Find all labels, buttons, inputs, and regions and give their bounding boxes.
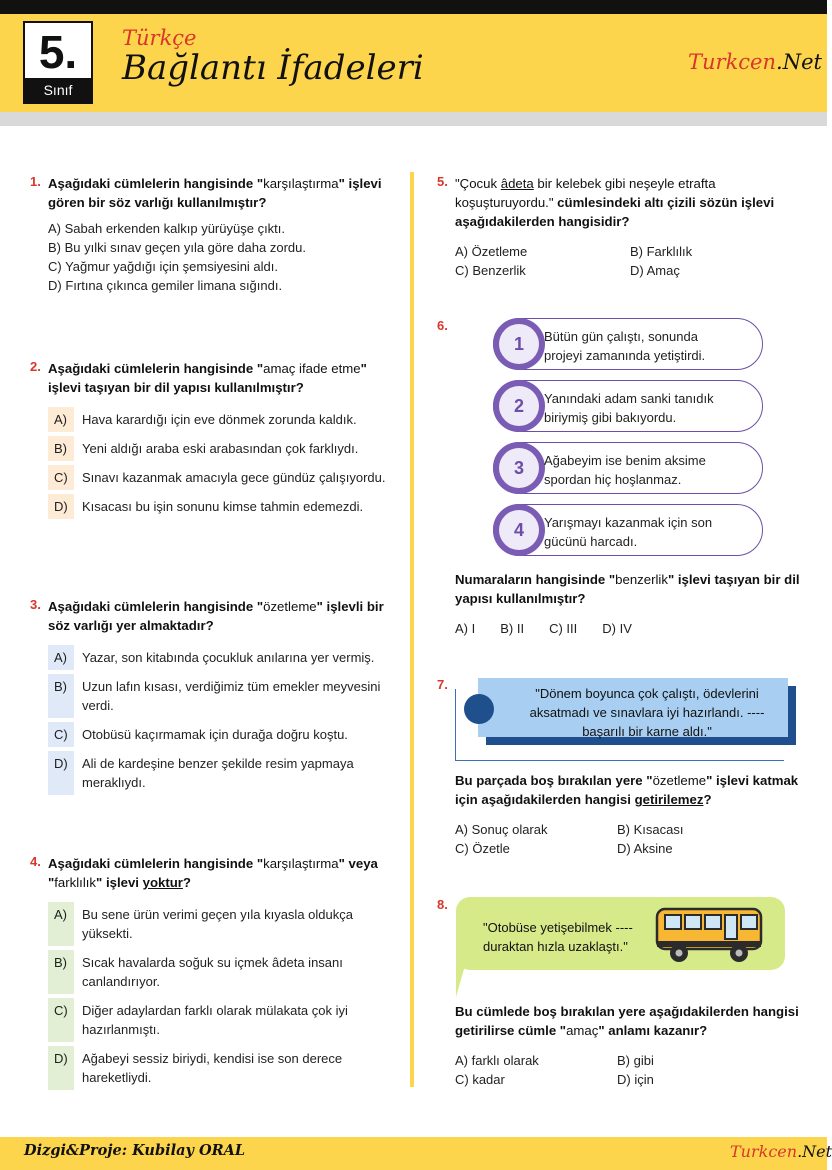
numbered-item-4 [493, 504, 763, 556]
option-c[interactable]: C) III [549, 621, 578, 636]
question-5 [437, 174, 805, 280]
item-text: Yarışmayı kazanmak için son gücünü harcadı. [544, 515, 713, 549]
question-number: 4. [30, 854, 41, 869]
question-7-number: 7. [437, 677, 448, 692]
option-b[interactable]: B) Bu yılki sınav geçen yıla göre daha zordu. [48, 240, 306, 255]
option-d[interactable]: D) için [617, 1072, 654, 1087]
footer-logo [730, 1142, 832, 1161]
school-bus-icon [655, 905, 767, 967]
numbered-item-1 [493, 318, 763, 370]
footer-credit: Dizgi&Proje: Kubilay ORAL [24, 1142, 246, 1159]
option-c[interactable]: C) Özetle [455, 841, 510, 856]
option-c[interactable]: C) Otobüsü kaçırmamak için durağa doğru koştu. [48, 722, 398, 747]
site-logo [688, 50, 822, 74]
option-b[interactable]: B) Farklılık [630, 244, 693, 259]
option-d[interactable]: D) Amaç [630, 263, 680, 278]
bullet-dot [464, 694, 494, 724]
option-a[interactable]: A) Sonuç olarak [455, 822, 548, 837]
option-d[interactable]: D) Ali de kardeşine benzer şekilde resim yapmaya meraklıydı. [48, 751, 398, 795]
grade-label: Sınıf [25, 78, 91, 102]
question-number: 5. [437, 174, 448, 189]
page-title: Bağlantı İfadeleri [122, 48, 424, 88]
question-8 [455, 1002, 805, 1089]
question-stem: Bu cümlede boş bırakılan yere aşağıdakilerden hangisi getirilirse cümle "amaç" anlamı kazanır? [455, 1004, 799, 1038]
options [455, 1051, 805, 1089]
option-b[interactable]: B) Sıcak havalarda soğuk su içmek âdeta insanı canlandırıyor. [48, 950, 398, 994]
question-stem: Aşağıdaki cümlelerin hangisinde "amaç ifade etme" işlevi taşıyan bir dil yapısı kullanılmıştır? [48, 361, 367, 395]
option-d[interactable]: D) Kısacası bu işin sonunu kimse tahmin edemezdi. [48, 494, 398, 519]
question-3 [30, 597, 398, 799]
option-a[interactable]: A) Yazar, son kitabında çocukluk anılarına yer vermiş. [48, 645, 398, 670]
logo-main: Turkcen [688, 50, 777, 74]
question-8-number: 8. [437, 897, 448, 912]
options [455, 820, 805, 858]
option-c[interactable]: C) Yağmur yağdığı için şemsiyesini aldı. [48, 259, 279, 274]
question-stem: Aşağıdaki cümlelerin hangisinde "özetleme" işlevli bir söz varlığı yer almaktadır? [48, 599, 384, 633]
option-a[interactable]: A) Özetleme [455, 244, 528, 259]
option-c[interactable]: C) Diğer adaylardan farklı olarak mülakata çok iyi hazırlanmıştı. [48, 998, 398, 1042]
option-b[interactable]: B) Kısacası [617, 822, 684, 837]
item-text: Yanındaki adam sanki tanıdık biriymiş gibi bakıyordu. [544, 391, 714, 425]
logo-suffix: .Net [776, 50, 822, 74]
header-shadow [0, 112, 827, 126]
item-number-badge: 4 [493, 504, 545, 556]
item-number-badge: 3 [493, 442, 545, 494]
option-b[interactable]: B) Yeni aldığı araba eski arabasından çok farklıydı. [48, 436, 398, 461]
column-divider [410, 172, 414, 1087]
speech-bubble-tail [456, 955, 468, 997]
option-a[interactable]: A) Bu sene ürün verimi geçen yıla kıyasla oldukça yüksekti. [48, 902, 398, 946]
option-a[interactable]: A) Sabah erkenden kalkıp yürüyüşe çıktı. [48, 221, 286, 236]
question-stem: Bu parçada boş bırakılan yere "özetleme" işlevi katmak için aşağıdakilerden hangisi getirilemez? [455, 773, 799, 807]
option-c[interactable]: C) Benzerlik [455, 263, 526, 278]
grade-badge [23, 21, 93, 104]
logo-main: Turkcen [730, 1142, 798, 1161]
question-number: 1. [30, 174, 41, 189]
option-a[interactable]: A) I [455, 621, 476, 636]
numbered-item-3 [493, 442, 763, 494]
passage-box: "Dönem boyunca çok çalıştı, ödevlerini aksatmadı ve sınavlara iyi hazırlandı. ---- başarılı bir karne aldı." [478, 678, 788, 737]
question-4 [30, 854, 398, 1094]
options [455, 242, 805, 280]
question-7 [455, 771, 805, 858]
option-d[interactable]: D) IV [602, 621, 632, 636]
question-stem: Aşağıdaki cümlelerin hangisinde "karşılaştırma" işlevi gören bir söz varlığı kullanılmıştır? [48, 176, 382, 210]
question-number: 3. [30, 597, 41, 612]
question-stem: Aşağıdaki cümlelerin hangisinde "karşılaştırma" veya "farklılık" işlevi yoktur? [48, 856, 378, 890]
question-6 [455, 570, 805, 638]
item-number-badge: 2 [493, 380, 545, 432]
grade-number: 5. [38, 26, 78, 78]
option-b[interactable]: B) II [500, 621, 525, 636]
option-d[interactable]: D) Ağabeyi sessiz biriydi, kendisi ise son derece hareketliydi. [48, 1046, 398, 1090]
option-a[interactable]: A) Hava karardığı için eve dönmek zorunda kaldık. [48, 407, 398, 432]
question-number: 2. [30, 359, 41, 374]
option-b[interactable]: B) gibi [617, 1053, 654, 1068]
item-number-badge: 1 [493, 318, 545, 370]
logo-suffix: .Net [797, 1142, 832, 1161]
question-stem: Numaraların hangisinde "benzerlik" işlevi taşıyan bir dil yapısı kullanılmıştır? [455, 572, 800, 606]
item-text: Bütün gün çalıştı, sonunda projeyi zamanında yetiştirdi. [544, 329, 706, 363]
item-text: Ağabeyim ise benim aksime spordan hiç hoşlanmaz. [544, 453, 706, 487]
option-d[interactable]: D) Fırtına çıkınca gemiler limana sığındı. [48, 278, 283, 293]
option-a[interactable]: A) farklı olarak [455, 1053, 539, 1068]
question-2 [30, 359, 398, 523]
option-d[interactable]: D) Aksine [617, 841, 673, 856]
passage-text: "Otobüse yetişebilmek ---- duraktan hızla uzaklaştı." [483, 920, 633, 954]
subject-label: Türkçe [122, 26, 197, 50]
numbered-item-2 [493, 380, 763, 432]
top-bar [0, 0, 827, 14]
option-c[interactable]: C) Sınavı kazanmak amacıyla gece gündüz çalışıyordu. [48, 465, 398, 490]
option-b[interactable]: B) Uzun lafın kısası, verdiğimiz tüm emekler meyvesini verdi. [48, 674, 398, 718]
option-c[interactable]: C) kadar [455, 1072, 505, 1087]
options [455, 619, 805, 638]
question-1 [30, 174, 398, 295]
question-stem: "Çocuk âdeta bir kelebek gibi neşeyle etrafta koşuşturuyordu." cümlesindeki altı çizili sözün işlevi aşağıdakilerden hangisidir? [455, 176, 775, 229]
question-6-number: 6. [437, 318, 448, 333]
